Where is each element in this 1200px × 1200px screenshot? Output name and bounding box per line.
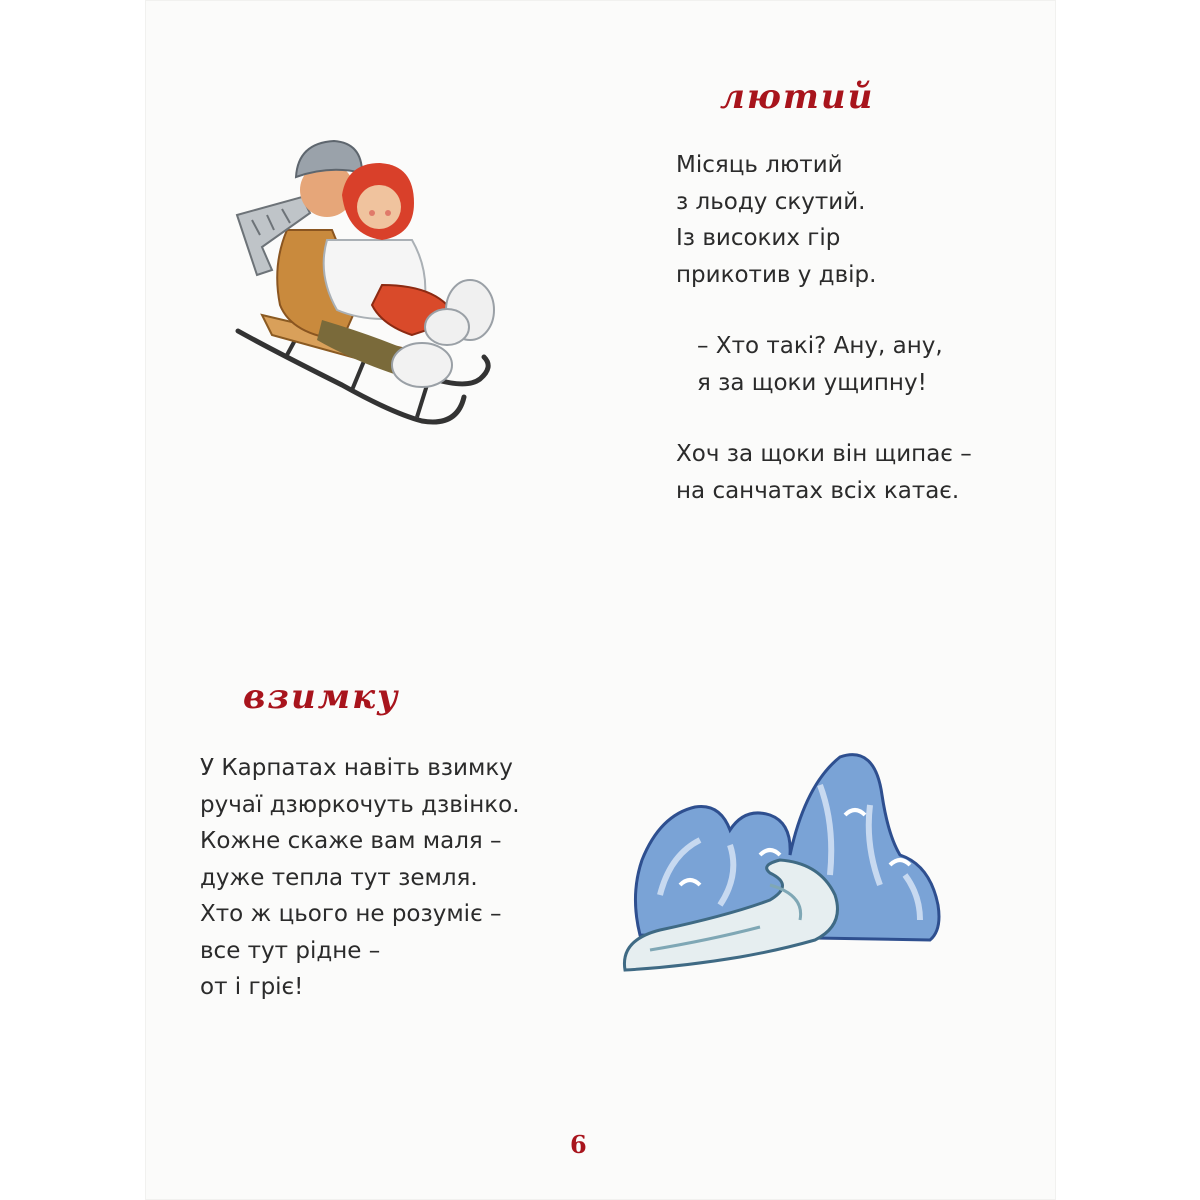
page-number: 6 xyxy=(570,1130,587,1159)
stanza xyxy=(676,147,972,293)
poem-line: Хоч за щоки він щипає – xyxy=(676,441,972,467)
poem-title: лютий xyxy=(720,77,875,117)
poem-title: взимку xyxy=(243,677,400,717)
poem-line: Хто ж цього не розуміє – xyxy=(200,901,502,927)
poem-line: ручаї дзюркочуть дзвінко. xyxy=(200,791,520,818)
poem-line: от і гріє! xyxy=(200,974,304,1000)
poem-line: на санчатах всіх катає. xyxy=(676,477,960,504)
stanza xyxy=(200,750,520,1006)
poem-line: Із високих гір xyxy=(676,225,841,251)
stanza xyxy=(676,436,972,509)
snowy-mountains-river-illustration xyxy=(620,745,950,973)
poem-body xyxy=(676,147,972,509)
poem-line: прикотив у двір. xyxy=(676,261,877,288)
poem-line: я за щоки ущипну! xyxy=(697,369,927,396)
stanza xyxy=(676,328,972,401)
poem-line: з льоду скутий. xyxy=(676,188,866,215)
children-on-sled-illustration xyxy=(232,135,500,430)
poem-line: У Карпатах навіть взимку xyxy=(200,755,513,781)
poem-line: – Хто такі? Ану, ану, xyxy=(697,333,943,359)
poem-line: дуже тепла тут земля. xyxy=(200,864,478,891)
poem-line: Місяць лютий xyxy=(676,152,843,178)
poem-line: все тут рідне – xyxy=(200,937,381,964)
poem-line: Кожне скаже вам маля – xyxy=(200,828,502,854)
poem-body xyxy=(200,750,520,1006)
